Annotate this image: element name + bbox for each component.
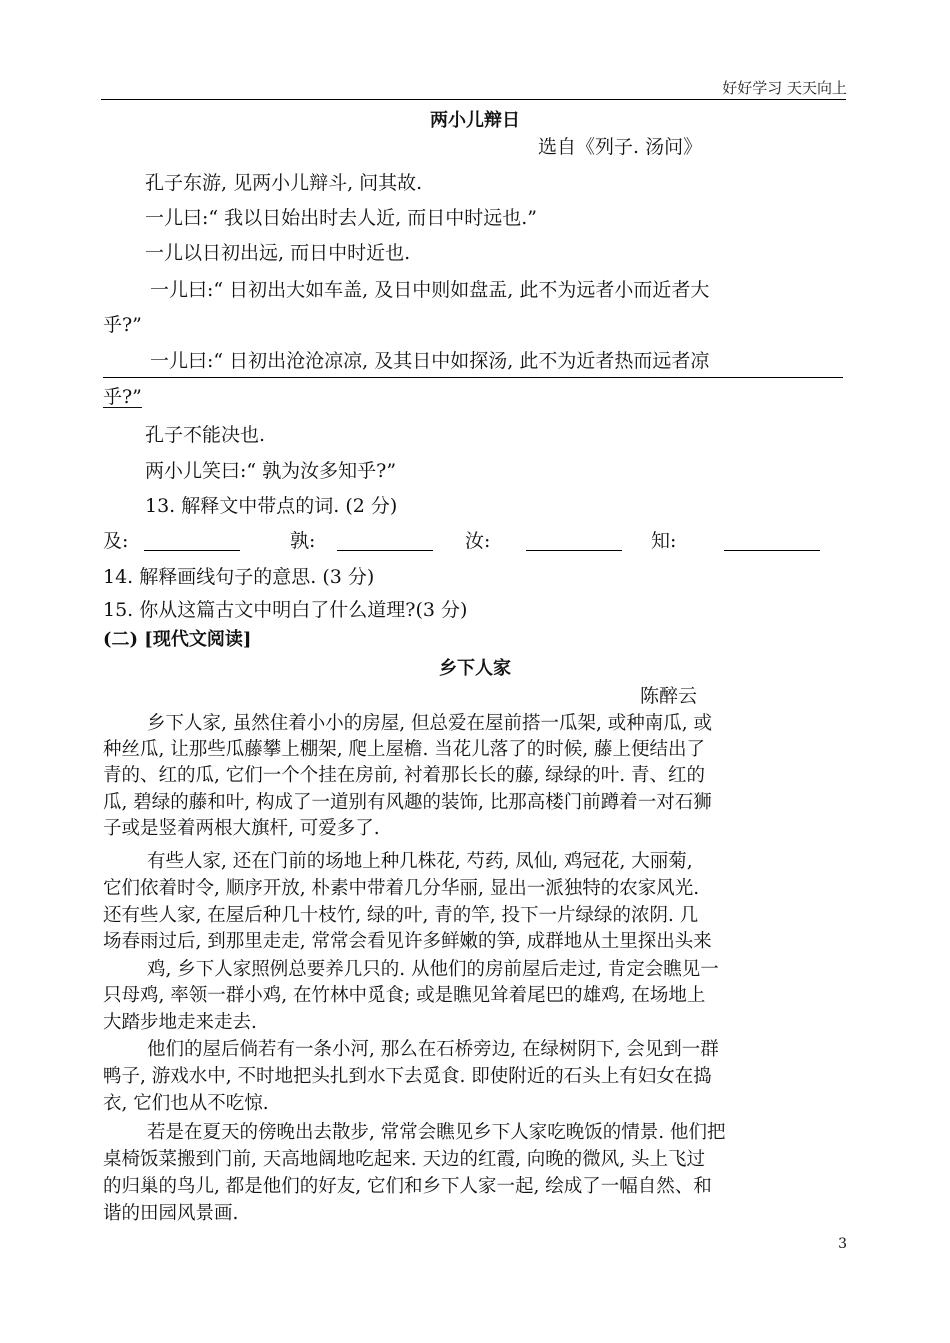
- section2-line: 有些人家, 还在门前的场地上种几株花, 芍药, 凤仙, 鸡冠花, 大丽菊,: [147, 851, 693, 872]
- section2-heading: (二) [现代文阅读]: [103, 629, 252, 650]
- passage1-title: 两小儿辩日: [430, 110, 520, 131]
- page-header-motto: 好好学习 天天向上: [722, 79, 847, 97]
- page-number: 3: [838, 1236, 847, 1252]
- section2-line: 衣, 它们也从不吃惊.: [103, 1093, 269, 1114]
- section2-line: 若是在夏天的傍晚出去散步, 常常会瞧见乡下人家吃晚饭的情景. 他们把: [147, 1122, 726, 1143]
- section2-line: 场春雨过后, 到那里走走, 常常会看见许多鲜嫩的笋, 成群地从土里探出头来: [103, 931, 712, 952]
- passage1-line: 孔子东游, 见两小儿辩斗, 问其故.: [145, 172, 423, 194]
- section2-line: 子或是竖着两根大旗杆, 可爱多了.: [103, 818, 380, 839]
- section2-line: 只母鸡, 率领一群小鸡, 在竹林中觅食; 或是瞧见耸着尾巴的雄鸡, 在场地上: [103, 985, 706, 1006]
- fill-item: [465, 528, 622, 554]
- passage1-line: 孔子不能决也.: [145, 424, 266, 446]
- section2-line: 谐的田园风景画.: [103, 1203, 239, 1224]
- passage1-line: 一儿曰:“ 日初出大如车盖, 及日中则如盘盂, 此不为远者小而近者大: [150, 279, 710, 301]
- passage1-underlined-line: 一儿曰:“ 日初出沧沧凉凉, 及其日中如探汤, 此不为近者热而远者凉: [150, 350, 710, 372]
- section2-line: 种丝瓜, 让那些瓜藤攀上棚架, 爬上屋檐. 当花儿落了的时候, 藤上便结出了: [103, 739, 706, 760]
- answer-blank[interactable]: [526, 549, 622, 551]
- passage1-line: 乎?”: [103, 314, 142, 336]
- passage1-line: 一儿曰:“ 我以日始出时去人近, 而日中时远也.”: [145, 207, 537, 229]
- section2-line: 青的、红的瓜, 它们一个个挂在房前, 衬着那长长的藤, 绿绿的叶. 青、红的: [103, 765, 706, 786]
- section2-line: 它们依着时令, 顺序开放, 朴素中带着几分华丽, 显出一派独特的农家风光.: [103, 878, 700, 899]
- underline-rule: [103, 377, 843, 378]
- section2-line: 瓜, 碧绿的藤和叶, 构成了一道别有风趣的装饰, 比那高楼门前蹲着一对石狮: [103, 792, 712, 813]
- section2-line: 乡下人家, 虽然住着小小的房屋, 但总爱在屋前搭一瓜架, 或种南瓜, 或: [147, 713, 713, 734]
- passage1-line: 两小儿笑曰:“ 孰为汝多知乎?”: [145, 460, 397, 482]
- section2-line: 还有些人家, 在屋后种几十枝竹, 绿的叶, 青的竿, 投下一片绿绿的浓阴. 几: [103, 905, 699, 926]
- fill-label: 知:: [651, 530, 677, 552]
- fill-item: [103, 528, 240, 554]
- section2-author: 陈醉云: [640, 685, 698, 707]
- header-rule: [101, 99, 846, 100]
- question-14: 14. 解释画线句子的意思. (3 分): [103, 566, 375, 588]
- fill-label: 及:: [103, 530, 129, 552]
- section2-line: 的归巢的鸟儿, 都是他们的好友, 它们和乡下人家一起, 绘成了一幅自然、和: [103, 1176, 712, 1197]
- question-13: 13. 解释文中带点的词. (2 分): [145, 495, 398, 517]
- answer-blank[interactable]: [144, 549, 240, 551]
- section2-line: 他们的屋后倘若有一条小河, 那么在石桥旁边, 在绿树阴下, 会见到一群: [147, 1039, 719, 1060]
- passage1-line: 一儿以日初出远, 而日中时近也.: [145, 242, 411, 264]
- section2-line: 桌椅饭菜搬到门前, 天高地阔地吃起来. 天边的红霞, 向晚的微风, 头上飞过: [103, 1149, 706, 1170]
- question-15: 15. 你从这篇古文中明白了什么道理?(3 分): [103, 599, 468, 621]
- fill-label: 汝:: [465, 530, 491, 552]
- answer-blank[interactable]: [724, 549, 820, 551]
- answer-blank[interactable]: [337, 549, 433, 551]
- section2-line: 鸡, 乡下人家照例总要养几只的. 从他们的房前屋后走过, 肯定会瞧见一: [147, 959, 719, 980]
- fill-label: 孰:: [290, 530, 316, 552]
- section2-title: 乡下人家: [439, 658, 511, 679]
- passage1-underlined-line: 乎?”: [103, 386, 142, 408]
- section2-line: 大踏步地走来走去.: [103, 1012, 257, 1033]
- section2-line: 鸭子, 游戏水中, 不时地把头扎到水下去觅食. 即使附近的石头上有妇女在捣: [103, 1066, 712, 1087]
- fill-item: [290, 528, 433, 554]
- passage1-source: 选自《列子. 汤问》: [538, 136, 703, 158]
- fill-item: [651, 528, 820, 554]
